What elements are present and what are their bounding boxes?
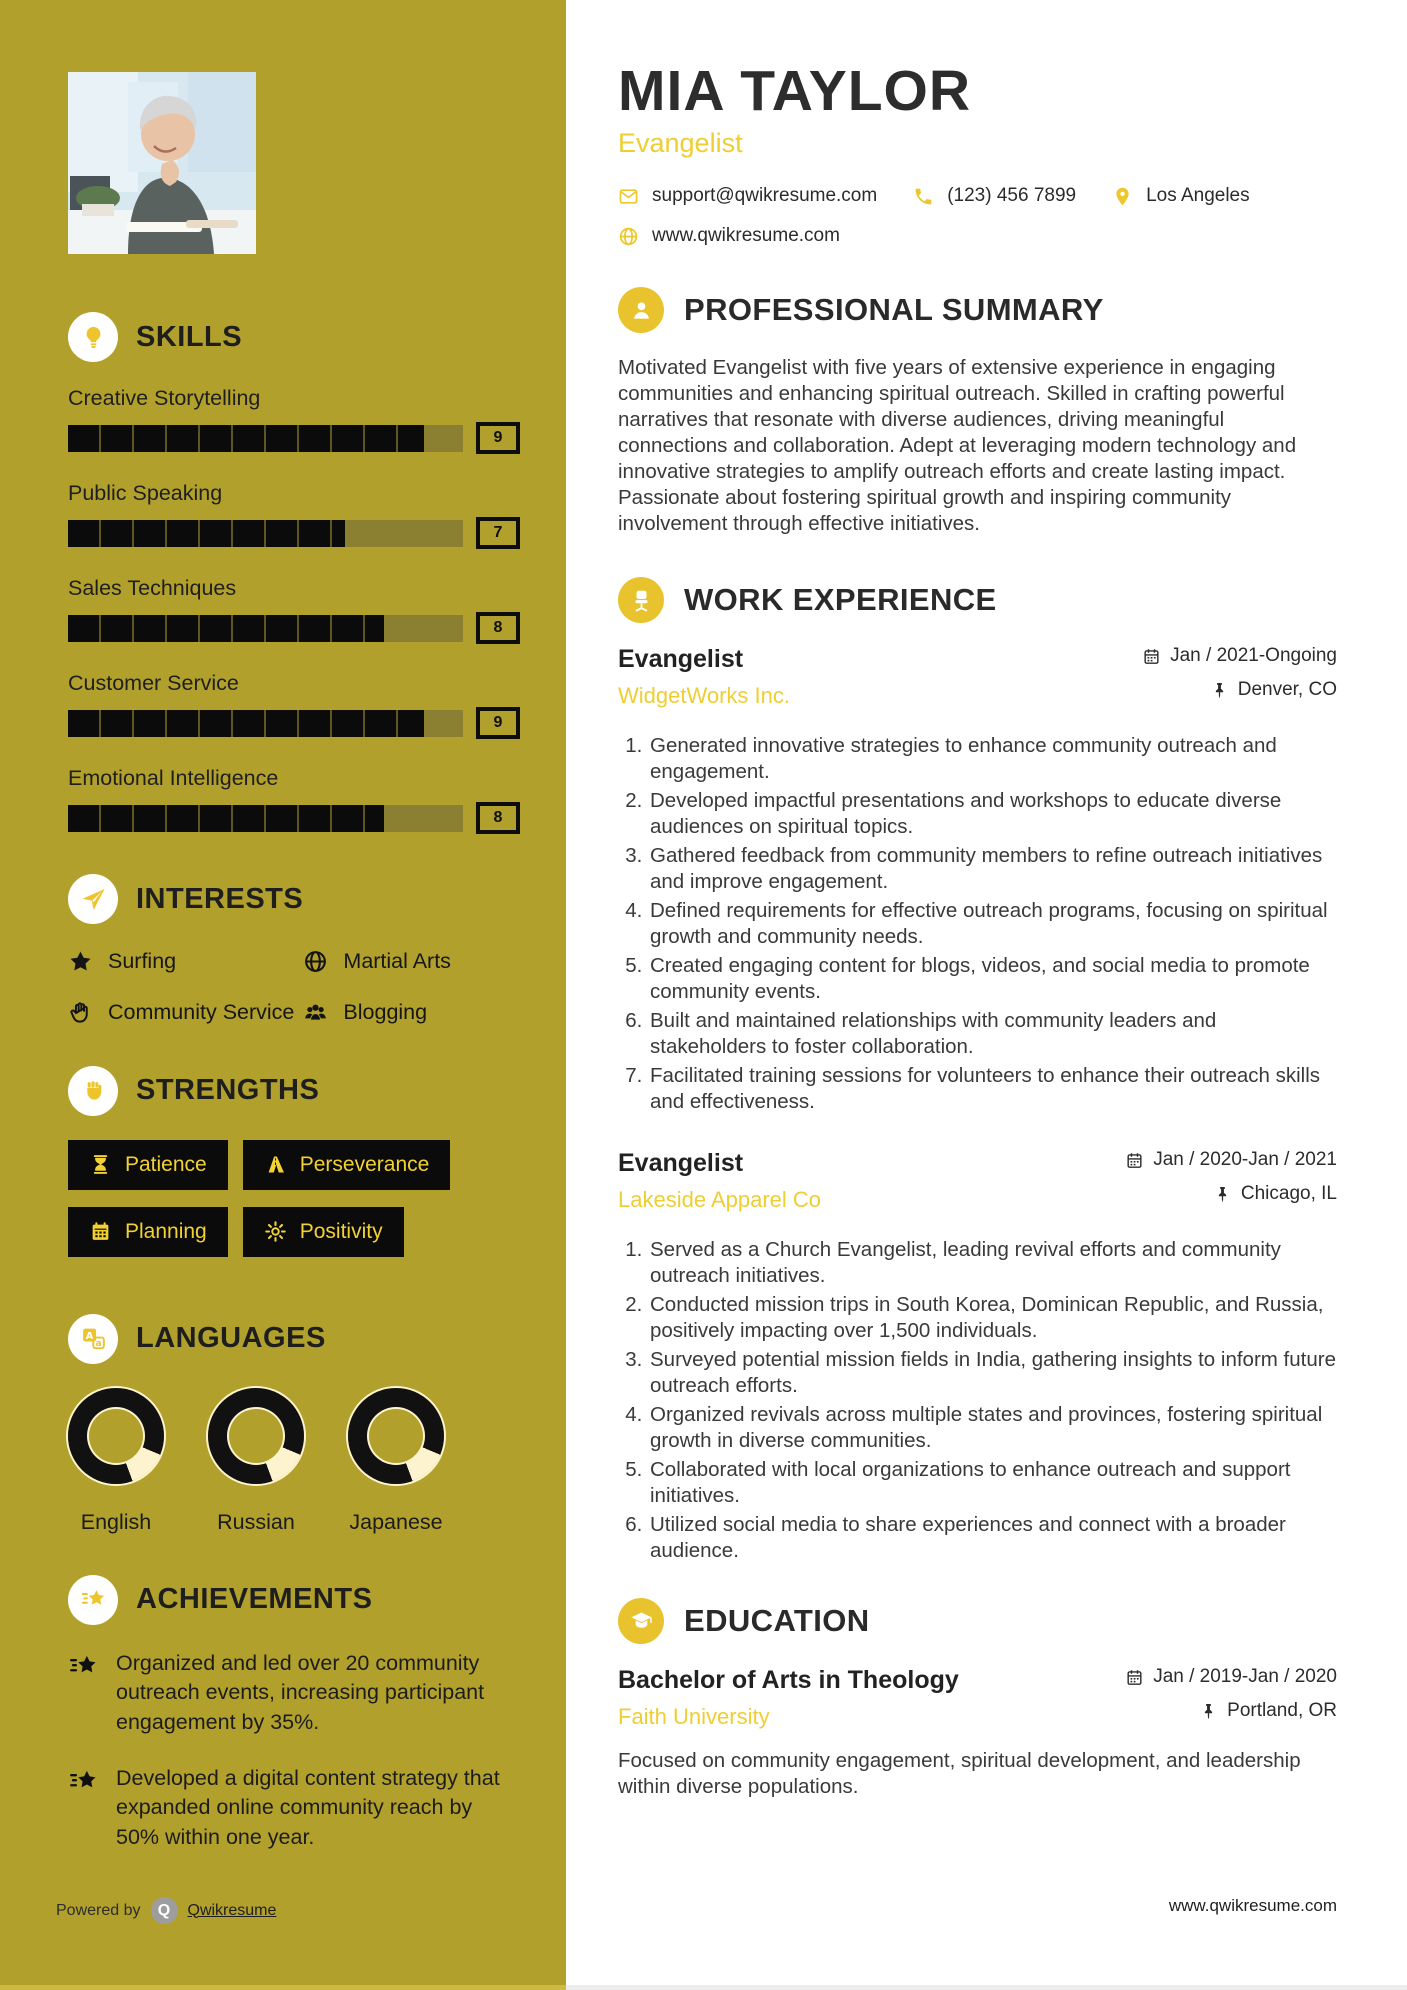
education-title: EDUCATION (684, 1603, 870, 1638)
strength-label: Positivity (299, 1219, 383, 1243)
interests-header (68, 874, 520, 924)
skill-score-box: 9 (476, 707, 520, 739)
skill-bar-fill (68, 615, 384, 642)
experience-bullet: 3. Gathered feedback from community members to refine outreach initiatives and improve engagement. (648, 843, 1337, 895)
language-donut (348, 1388, 444, 1484)
skill-label: Creative Storytelling (68, 386, 261, 410)
job-date: Jan / 2020-Jan / 2021 (1125, 1149, 1337, 1171)
language-label: Japanese (349, 1509, 443, 1534)
experience-header (618, 577, 1337, 623)
contact-location: Los Angeles (1112, 185, 1250, 207)
hand-icon (68, 1000, 93, 1025)
experience-bullet: 3. Surveyed potential mission fields in India, gathering insights to inform future outreach efforts. (648, 1347, 1337, 1399)
pushpin-icon (1210, 681, 1229, 700)
languages-title: LANGUAGES (136, 1322, 326, 1355)
job-title: Evangelist (618, 645, 744, 673)
strength-label: Perseverance (299, 1152, 430, 1176)
graduate-icon (618, 1598, 664, 1644)
summary-text: Motivated Evangelist with five years of extensive experience in engaging communities and enhancing spiritual outreach. Skilled in crafting powerful narratives that resonate with diverse audiences, driving meaningful connections and collaboration. Adept at leveraging modern technology and innovative strategies to amplify outreach efforts and create lasting impact. Passionate about fostering spiritual growth and inspiring community involvement through effective initiatives. (618, 356, 1297, 535)
contact-website: www.qwikresume.com (618, 225, 840, 247)
achievements-section (68, 1575, 520, 1853)
contact-phone: (123) 456 7899 (913, 185, 1076, 207)
experience-bullet: 6. Utilized social media to share experiences and connect with a broader audience. (648, 1512, 1337, 1564)
interest-label: Martial Arts (343, 949, 451, 973)
calendar-icon (1142, 647, 1161, 666)
shooting-star-icon (68, 1766, 99, 1797)
footer-website-link[interactable]: www.qwikresume.com (1168, 1896, 1337, 1915)
translate-icon (68, 1314, 118, 1364)
experience-bullet: 6. Built and maintained relationships with community leaders and stakeholders to foster collaboration. (648, 1008, 1337, 1060)
globe-icon (618, 226, 639, 247)
skill-bar-track (68, 805, 463, 832)
experience-bullet: 2. Conducted mission trips in South Korea, Dominican Republic, and Russia, positively impacting over 1,500 individuals. (648, 1292, 1337, 1344)
education-block (618, 1666, 1337, 1800)
languages-section (68, 1314, 520, 1535)
skill-bar-fill (68, 520, 345, 547)
sidebar-bottom-strip (0, 1985, 566, 1990)
skill-row (68, 766, 520, 834)
qwikresume-link[interactable]: Qwikresume (187, 1901, 277, 1919)
summary-header (618, 287, 1337, 333)
job-company: Lakeside Apparel Co (618, 1187, 822, 1212)
skill-bar-track (68, 520, 463, 547)
education-location: Portland, OR (1125, 1700, 1337, 1722)
experience-title: WORK EXPERIENCE (684, 582, 997, 617)
interests-section (68, 874, 520, 1026)
skill-label: Customer Service (68, 671, 239, 695)
job-bullet-list (618, 1237, 1337, 1564)
language-donut (208, 1388, 304, 1484)
achievement-item (68, 1649, 520, 1738)
education-text: Focused on community engagement, spiritual development, and leadership within diverse populations. (618, 1749, 1301, 1798)
achievement-item (68, 1764, 520, 1853)
skill-score-box: 8 (476, 802, 520, 834)
globe-icon (303, 949, 328, 974)
interests-list (68, 948, 520, 1026)
skills-header (68, 312, 520, 362)
strength-badge (68, 1207, 228, 1257)
experience-bullet: 2. Developed impactful presentations and workshops to educate diverse audiences on spiritual topics. (648, 788, 1337, 840)
experience-bullet: 4. Organized revivals across multiple states and provinces, fostering spiritual growth in diverse communities. (648, 1402, 1337, 1454)
skills-title: SKILLS (136, 320, 243, 353)
calendar-icon (1125, 1668, 1144, 1687)
map-pin-icon (1112, 186, 1133, 207)
interest-label: Blogging (343, 999, 428, 1024)
language-donut (68, 1388, 164, 1484)
skill-row (68, 386, 520, 454)
interest-label: Surfing (108, 949, 177, 973)
strengths-list (68, 1140, 520, 1274)
language-label: Russian (217, 1509, 295, 1534)
contact-row-1 (618, 185, 1337, 207)
skill-score-box: 9 (476, 422, 520, 454)
skill-label: Sales Techniques (68, 576, 237, 600)
office-chair-icon (618, 577, 664, 623)
achievements-header (68, 1575, 520, 1625)
education-date: Jan / 2019-Jan / 2020 (1125, 1666, 1337, 1688)
skill-bar-track (68, 615, 463, 642)
star-icon (68, 949, 93, 974)
interest-item (68, 999, 295, 1026)
contact-email: support@qwikresume.com (618, 185, 877, 207)
job-company: WidgetWorks Inc. (618, 683, 790, 708)
skill-bar-track (68, 425, 463, 452)
achievements-title: ACHIEVEMENTS (136, 1583, 373, 1616)
road-icon (264, 1153, 287, 1176)
skill-bar-fill (68, 425, 424, 452)
experience-bullet: 7. Facilitated training sessions for volunteers to enhance their outreach skills and effectiveness. (648, 1063, 1337, 1115)
person-icon (618, 287, 664, 333)
skill-label: Emotional Intelligence (68, 766, 279, 790)
language-label: English (80, 1509, 152, 1534)
achievement-text: Developed a digital content strategy that expanded online community reach by 50% within one year. (116, 1765, 500, 1850)
pushpin-icon (1213, 1185, 1232, 1204)
shooting-star-icon (68, 1575, 118, 1625)
job-location: Denver, CO (1142, 679, 1337, 701)
experience-bullet: 5. Created engaging content for blogs, videos, and social media to promote community events. (648, 953, 1337, 1005)
skill-score-box: 7 (476, 517, 520, 549)
gear-icon (264, 1220, 287, 1243)
job-location: Chicago, IL (1125, 1183, 1337, 1205)
calendar-icon (1125, 1151, 1144, 1170)
strength-label: Patience (125, 1152, 207, 1176)
main-bottom-strip (566, 1985, 1407, 1990)
mail-icon (618, 186, 639, 207)
powered-by-label: Powered by (56, 1901, 141, 1919)
job-block (618, 1149, 1337, 1564)
jobs-list (618, 645, 1337, 1564)
qwikresume-logo-icon: Q (151, 1897, 178, 1924)
interest-item (68, 948, 295, 975)
skill-bar-fill (68, 710, 424, 737)
job-block (618, 645, 1337, 1115)
strength-badge (68, 1140, 228, 1190)
interest-item (303, 999, 520, 1026)
skill-row (68, 576, 520, 644)
strengths-title: STRENGTHS (136, 1074, 320, 1107)
education-degree: Bachelor of Arts in Theology (618, 1666, 959, 1694)
language-item (68, 1388, 164, 1535)
lightbulb-icon (68, 312, 118, 362)
strengths-header (68, 1066, 520, 1116)
contact-row-2 (618, 225, 1337, 247)
hourglass-icon (89, 1153, 112, 1176)
summary-title: PROFESSIONAL SUMMARY (684, 292, 1104, 327)
skill-label: Public Speaking (68, 481, 223, 505)
interest-item (303, 948, 520, 975)
skill-row (68, 481, 520, 549)
skills-list (68, 386, 520, 834)
shooting-star-icon (68, 1651, 99, 1682)
fist-icon (68, 1066, 118, 1116)
experience-bullet: 5. Collaborated with local organizations to enhance outreach and support initiatives. (648, 1457, 1337, 1509)
calendar-icon (89, 1220, 112, 1243)
languages-list (68, 1388, 520, 1535)
education-header (618, 1598, 1337, 1644)
experience-bullet: 1. Generated innovative strategies to enhance community outreach and engagement. (648, 733, 1337, 785)
experience-bullet: 4. Defined requirements for effective outreach programs, focusing on spiritual growth and community needs. (648, 898, 1337, 950)
experience-bullet: 1. Served as a Church Evangelist, leading revival efforts and community outreach initiatives. (648, 1237, 1337, 1289)
pushpin-icon (1199, 1702, 1218, 1721)
job-title: Evangelist (618, 1149, 744, 1177)
language-item (208, 1388, 304, 1535)
job-date: Jan / 2021-Ongoing (1142, 645, 1337, 667)
skill-row (68, 671, 520, 739)
achievement-text: Organized and led over 20 community outreach events, increasing participant engagement by 35%. (116, 1650, 485, 1735)
strength-label: Planning (125, 1219, 207, 1243)
candidate-role: Evangelist (618, 128, 743, 158)
phone-icon (913, 186, 934, 207)
skills-section (68, 312, 520, 834)
interests-title: INTERESTS (136, 882, 304, 915)
paper-plane-icon (68, 874, 118, 924)
interest-label: Community Service (108, 999, 295, 1024)
education-school: Faith University (618, 1704, 770, 1729)
strengths-section (68, 1066, 520, 1274)
job-bullet-list (618, 733, 1337, 1115)
candidate-name: MIA TAYLOR (618, 59, 972, 123)
languages-header (68, 1314, 520, 1364)
strength-badge (243, 1207, 404, 1257)
achievements-list (68, 1649, 520, 1853)
profile-photo (68, 72, 256, 254)
language-item (348, 1388, 444, 1535)
sidebar-footer (56, 1897, 276, 1924)
users-icon (303, 1000, 328, 1025)
main-column (566, 0, 1407, 1990)
skill-bar-track (68, 710, 463, 737)
sidebar (0, 0, 566, 1990)
skill-score-box: 8 (476, 612, 520, 644)
skill-bar-fill (68, 805, 384, 832)
strength-badge (243, 1140, 451, 1190)
